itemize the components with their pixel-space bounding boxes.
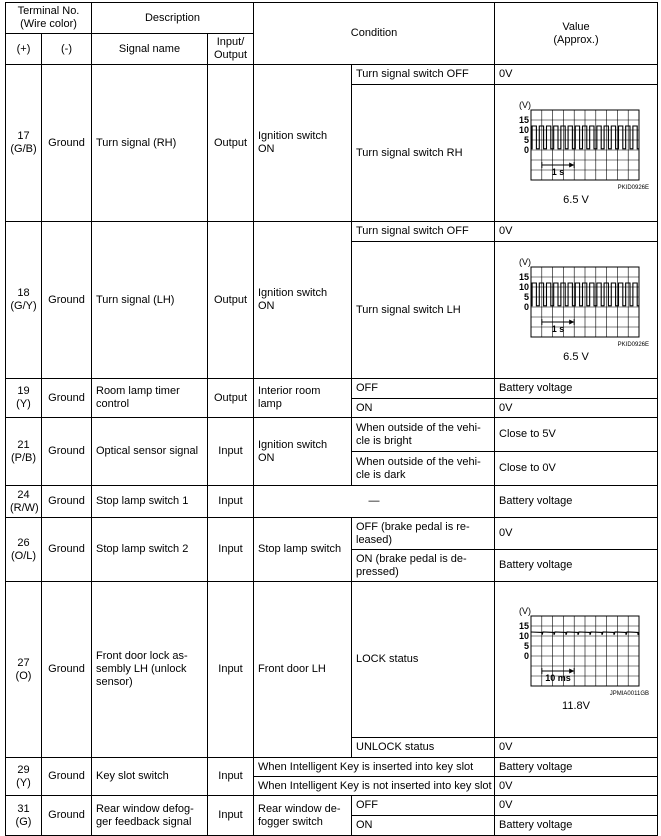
terminal-cell: 27 (O) [6, 582, 42, 758]
y-tick-label: 5 [524, 291, 530, 302]
io-cell: Input [208, 486, 254, 518]
table-row [6, 518, 658, 550]
signal-name-cell: Turn signal (RH) [92, 65, 208, 222]
table-row [6, 796, 658, 816]
ground-cell: Ground [42, 486, 92, 518]
y-tick-label: 0 [524, 144, 530, 155]
signal-name-cell: Stop lamp switch 1 [92, 486, 208, 518]
terminal-cell: 21 (P/B) [6, 418, 42, 486]
signal-name-header: Signal name [92, 34, 208, 65]
description-header: Description [92, 3, 254, 34]
value-header: Value (Approx.) [495, 3, 658, 65]
table-row [6, 582, 658, 738]
value-cell: Close to 0V [495, 452, 658, 486]
waveform-graph [511, 257, 641, 339]
terminal-cell: 17 (G/B) [6, 65, 42, 222]
condition-detail-cell: OFF [352, 796, 495, 816]
condition-detail-cell: When outside of the vehi- cle is dark [352, 452, 495, 486]
ground-cell: Ground [42, 518, 92, 582]
terminal-cell: 26 (O/L) [6, 518, 42, 582]
signal-name-cell: Room lamp timer control [92, 379, 208, 418]
value-cell: Battery voltage [495, 550, 658, 582]
condition-detail-cell: Turn signal switch LH [352, 242, 495, 379]
table-row [6, 379, 658, 399]
figure-code: PKID0926E [617, 341, 650, 348]
terminal-cell: 31 (G) [6, 796, 42, 836]
figure-code: PKID0926E [617, 184, 650, 191]
condition-detail-cell: OFF (brake pedal is re- leased) [352, 518, 495, 550]
y-tick-label: 0 [524, 301, 530, 312]
condition-detail-cell: LOCK status [352, 582, 495, 738]
signal-name-cell: Optical sensor signal [92, 418, 208, 486]
terminal-cell: 24 (R/W) [6, 486, 42, 518]
value-cell: 0V [495, 796, 658, 816]
ground-cell: Ground [42, 65, 92, 222]
io-cell: Input [208, 758, 254, 796]
value-cell: 0V [495, 518, 658, 550]
input-output-header: Input/ Output [208, 34, 254, 65]
value-cell: Close to 5V [495, 418, 658, 452]
value-cell [495, 242, 658, 379]
condition-detail-cell: ON [352, 816, 495, 836]
value-cell [495, 85, 658, 222]
table-header [6, 3, 658, 65]
waveform-figure [499, 257, 653, 364]
y-unit-label: (V) [519, 99, 532, 110]
condition-cell: Ignition switch ON [254, 65, 352, 222]
terminal-cell: 29 (Y) [6, 758, 42, 796]
terminal-table [5, 2, 658, 836]
condition-detail-cell: When Intelligent Key is not inserted into key slot [254, 777, 495, 796]
value-cell: Battery voltage [495, 816, 658, 836]
ground-cell: Ground [42, 379, 92, 418]
value-cell: Battery voltage [495, 758, 658, 777]
y-tick-label: 10 [519, 124, 530, 135]
waveform-graph [511, 100, 641, 182]
waveform-figure [499, 100, 653, 207]
condition-detail-cell: Turn signal switch RH [352, 85, 495, 222]
condition-detail-cell: Turn signal switch OFF [352, 222, 495, 242]
value-cell: Battery voltage [495, 379, 658, 399]
condition-cell: Ignition switch ON [254, 418, 352, 486]
y-tick-label: 15 [519, 271, 530, 282]
table-row [6, 758, 658, 777]
io-cell: Input [208, 582, 254, 758]
waveform-figure [499, 606, 653, 713]
terminal-cell: 19 (Y) [6, 379, 42, 418]
y-tick-label: 10 [519, 281, 530, 292]
time-scale-label: 10 ms [545, 673, 571, 683]
table-row [6, 222, 658, 242]
value-cell [495, 582, 658, 738]
value-cell: 0V [495, 399, 658, 418]
condition-detail-cell: ON (brake pedal is de- pressed) [352, 550, 495, 582]
ground-cell: Ground [42, 418, 92, 486]
io-cell: Input [208, 518, 254, 582]
condition-detail-cell: When outside of the vehi- cle is bright [352, 418, 495, 452]
condition-detail-cell: When Intelligent Key is inserted into key slot [254, 758, 495, 777]
waveform-value: 11.8V [562, 700, 590, 712]
signal-name-cell: Turn signal (LH) [92, 222, 208, 379]
y-tick-label: 10 [519, 631, 530, 641]
condition-detail-cell: Turn signal switch OFF [352, 65, 495, 85]
terminal-cell: 18 (G/Y) [6, 222, 42, 379]
ground-cell: Ground [42, 796, 92, 836]
ground-cell: Ground [42, 222, 92, 379]
time-scale-label: 1 s [551, 166, 565, 177]
signal-name-cell: Stop lamp switch 2 [92, 518, 208, 582]
y-tick-label: 0 [524, 651, 530, 661]
waveform-graph [511, 606, 641, 688]
condition-cell: — [254, 486, 495, 518]
time-scale-label: 1 s [551, 323, 565, 334]
condition-detail-cell: OFF [352, 379, 495, 399]
condition-cell: Front door LH [254, 582, 352, 758]
table-row [6, 418, 658, 452]
y-tick-label: 5 [524, 641, 530, 651]
value-cell: 0V [495, 777, 658, 796]
value-cell: 0V [495, 65, 658, 85]
io-cell: Input [208, 418, 254, 486]
value-cell: 0V [495, 738, 658, 758]
io-cell: Output [208, 379, 254, 418]
plus-header: (+) [6, 34, 42, 65]
io-cell: Input [208, 796, 254, 836]
y-tick-label: 15 [519, 114, 530, 125]
terminal-no-header: Terminal No. (Wire color) [6, 3, 92, 34]
waveform-value: 6.5 V [563, 193, 589, 206]
io-cell: Output [208, 65, 254, 222]
condition-cell: Ignition switch ON [254, 222, 352, 379]
signal-name-cell: Key slot switch [92, 758, 208, 796]
ground-cell: Ground [42, 758, 92, 796]
y-unit-label: (V) [519, 606, 532, 616]
waveform-value: 6.5 V [563, 350, 589, 363]
time-scale-arrow [569, 319, 574, 324]
y-tick-label: 5 [524, 134, 530, 145]
signal-name-cell: Rear window defog- ger feedback signal [92, 796, 208, 836]
time-scale-arrow [569, 162, 574, 167]
ground-cell: Ground [42, 582, 92, 758]
minus-header: (-) [42, 34, 92, 65]
value-cell: 0V [495, 222, 658, 242]
condition-header: Condition [254, 3, 495, 65]
condition-cell: Rear window de- fogger switch [254, 796, 352, 836]
condition-detail-cell: ON [352, 399, 495, 418]
value-cell: Battery voltage [495, 486, 658, 518]
y-unit-label: (V) [519, 256, 532, 267]
condition-detail-cell: UNLOCK status [352, 738, 495, 758]
table-body [6, 65, 658, 836]
table-row [6, 65, 658, 85]
condition-cell: Interior room lamp [254, 379, 352, 418]
table-row [6, 486, 658, 518]
io-cell: Output [208, 222, 254, 379]
signal-name-cell: Front door lock as- sembly LH (unlock sensor) [92, 582, 208, 758]
figure-code: JPMIA0011GB [609, 691, 650, 697]
y-tick-label: 15 [519, 621, 530, 631]
condition-cell: Stop lamp switch [254, 518, 352, 582]
